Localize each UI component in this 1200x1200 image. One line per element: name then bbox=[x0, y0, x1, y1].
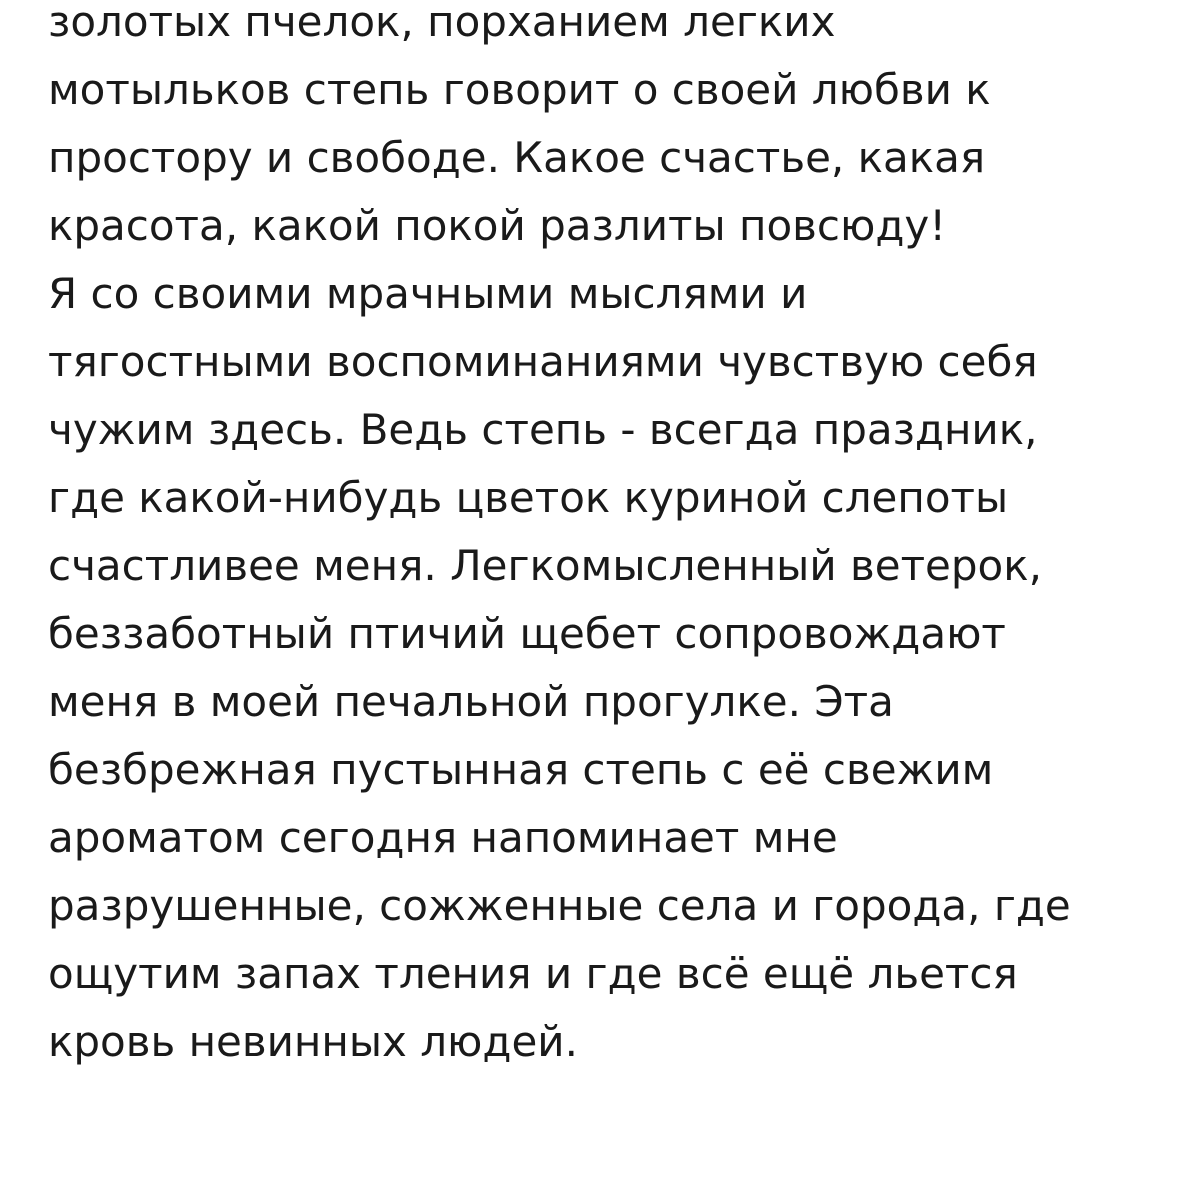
text-line: красота, какой покой разлиты повсюду! bbox=[48, 201, 947, 250]
text-line: простору и свободе. Какое счастье, какая bbox=[48, 133, 986, 182]
text-line: безбрежная пустынная степь с её свежим bbox=[48, 745, 994, 794]
text-line: золотых пчелок, порханием легких bbox=[48, 0, 836, 46]
text-line: счастливее меня. Легкомысленный ветерок, bbox=[48, 541, 1042, 590]
text-line: Я со своими мрачными мыслями и bbox=[48, 269, 808, 318]
body-text bbox=[48, 0, 1168, 1076]
text-line: беззаботный птичий щебет сопровождают bbox=[48, 609, 1006, 658]
text-line: чужим здесь. Ведь степь - всегда праздник, bbox=[48, 405, 1038, 454]
text-line: мотыльков степь говорит о своей любви к bbox=[48, 65, 991, 114]
text-line: ароматом сегодня напоминает мне bbox=[48, 813, 838, 862]
text-line: тягостными воспоминаниями чувствую себя bbox=[48, 337, 1038, 386]
text-line: меня в моей печальной прогулке. Эта bbox=[48, 677, 894, 726]
text-line: разрушенные, сожженные села и города, где bbox=[48, 881, 1071, 930]
text-line: кровь невинных людей. bbox=[48, 1017, 578, 1066]
text-line: где какой-нибудь цветок куриной слепоты bbox=[48, 473, 1009, 522]
text-line: ощутим запах тления и где всё ещё льется bbox=[48, 949, 1018, 998]
